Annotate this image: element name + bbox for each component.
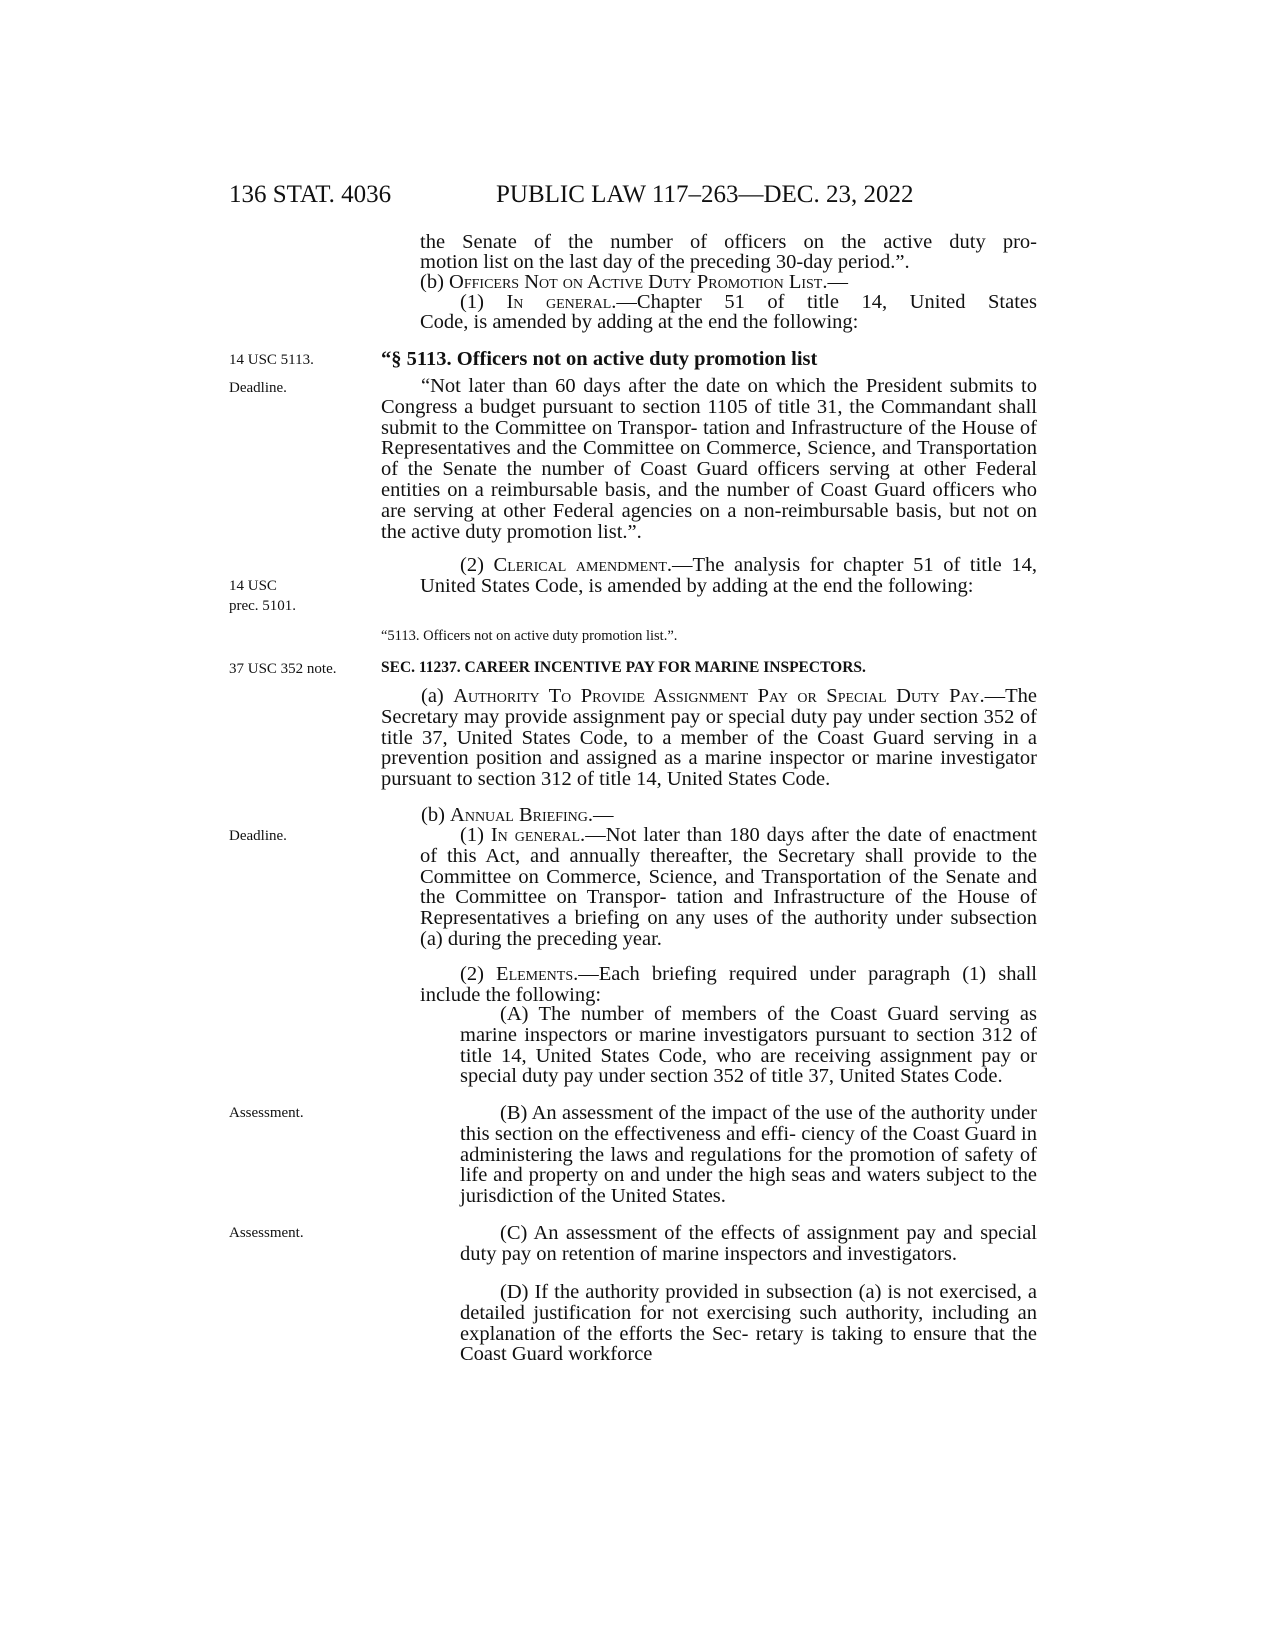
paragraph-b1 [420, 825, 1037, 950]
paragraph-heading: In general. [506, 291, 617, 313]
paragraph-label: (2) [460, 963, 497, 985]
paragraph-label: (1) [460, 824, 491, 846]
paragraph-label: (1) [460, 291, 507, 313]
subsection-label: (b) [420, 271, 450, 293]
text-line: motion list on the last day of the preceding 30-day period.”. [420, 251, 910, 273]
subsection-label: (b) [421, 804, 451, 826]
em-dash: — [827, 271, 848, 293]
margin-note-usc-note: 37 USC 352 note. [229, 661, 337, 677]
paragraph-text: —The analysis for chapter 51 of title 14, United States Code, is amended by adding at the end the following: [420, 554, 1037, 597]
margin-note-deadline: Deadline. [229, 828, 287, 844]
public-law-header: PUBLIC LAW 117–263—DEC. 23, 2022 [496, 181, 914, 208]
margin-note-line: prec. 5101. [229, 598, 297, 614]
paragraph-heading: In general. [490, 824, 586, 846]
section-11237-title: SEC. 11237. CAREER INCENTIVE PAY FOR MARINE INSPECTORS. [381, 659, 866, 676]
paragraph-text: —Chapter 51 of title 14, United States [616, 291, 1037, 313]
paragraph-b2 [420, 964, 1037, 1006]
paragraph-label: (2) [460, 554, 494, 576]
paragraph-1-line2 [420, 312, 1037, 333]
paragraph-text: —Each briefing required under paragraph (1) shall include the following: [420, 963, 1037, 1006]
margin-note-assessment: Assessment. [229, 1105, 304, 1121]
subparagraph-b: (B) An assessment of the impact of the use of the authority under this section on the effectiveness and effi- ciency of the Coast Guard in administering the laws and regulations for the promotion of safety of life and property on and under the high seas and waters subject to the jurisdiction of the United States. [460, 1102, 1037, 1208]
subsection-b-heading [381, 805, 1037, 826]
subparagraph-c: (C) An assessment of the effects of assignment pay and special duty pay on retention of marine inspectors and investigators. [460, 1222, 1037, 1265]
margin-note-line: 14 USC [229, 578, 277, 594]
continuation-text [420, 232, 1037, 253]
subsection-a [381, 686, 1037, 790]
margin-note-deadline: Deadline. [229, 380, 287, 396]
margin-note-usc-prec [229, 576, 296, 616]
subsection-heading: Authority To Provide Assignment Pay or Special Duty Pay. [453, 685, 985, 707]
paragraph-text: Code, is amended by adding at the end the following: [420, 311, 859, 333]
paragraph-1-line1 [420, 292, 1037, 313]
subsection-b-heading [420, 272, 1037, 293]
subsection-label: (a) [421, 685, 454, 707]
paragraph-text: —Not later than 180 days after the date of enactment of this Act, and annually thereafter, the Secretary shall provide to the Committee on Commerce, Science, and Transportation of the Senate and the Committee on Transpor- tation and Infrastructure of the House of Representatives a briefing on any uses of the authority under subsection (a) during the preceding year. [420, 824, 1037, 950]
section-5113-body: “Not later than 60 days after the date on which the President submits to Congress a budget pursuant to section 1105 of title 31, the Commandant shall submit to the Committee on Transpor- tation and Infrastructure of the House of Representatives and the Committee on Commerce, Science, and Transportation of the Senate the number of Coast Guard officers serving at other Federal entities on a reimbursable basis, and the number of Coast Guard officers who are serving at other Federal agencies on a non-reimbursable basis, but not on the active duty promotion list.”. [381, 375, 1037, 543]
clerical-amendment [420, 555, 1037, 597]
subparagraph-d: (D) If the authority provided in subsection (a) is not exercised, a detailed justification for not exercising such authority, including an explanation of the efforts the Sec- retary is taking to ensure that the Coast Guard workforce [460, 1281, 1037, 1366]
subsection-text: —The Secretary may provide assignment pay or special duty pay under section 352 of title 37, United States Code, to a member of the Coast Guard serving in a prevention position and assigned as a marine inspector or marine investigator pursuant to section 312 of title 14, United States Code. [381, 685, 1037, 791]
continuation-text-end [420, 252, 1037, 273]
paragraph-heading: Elements. [496, 963, 579, 985]
stat-page-number: 136 STAT. 4036 [229, 181, 392, 208]
margin-note-assessment: Assessment. [229, 1225, 304, 1241]
subparagraph-a: (A) The number of members of the Coast Guard serving as marine inspectors or marine investigators pursuant to section 312 of title 14, United States Code, who are receiving assignment pay or special duty pay under section 352 of title 37, United States Code. [460, 1003, 1037, 1088]
section-5113-heading: “§ 5113. Officers not on active duty promotion list [381, 348, 818, 370]
margin-note-usc: 14 USC 5113. [229, 352, 314, 368]
paragraph-heading: Clerical amendment. [493, 554, 673, 576]
em-dash: — [592, 804, 614, 826]
subsection-heading: Officers Not on Active Duty Promotion List. [449, 271, 828, 293]
subsection-heading: Annual Briefing. [450, 804, 593, 826]
text-line: the Senate of the number of officers on the active duty pro- [420, 231, 1037, 253]
table-of-sections-entry: “5113. Officers not on active duty promotion list.”. [381, 628, 678, 644]
